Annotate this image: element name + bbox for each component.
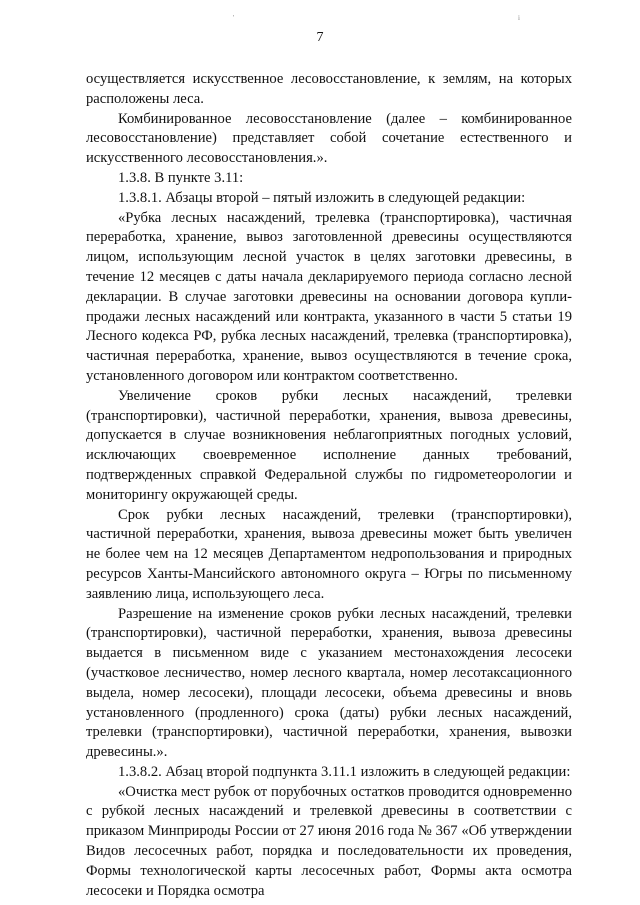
document-body (86, 70, 572, 901)
paragraph-clause-1-3-8-1: 1.3.8.1. Абзацы второй – пятый изложить в следующей редакции: (118, 189, 526, 206)
paragraph-clause-1-3-8-2: 1.3.8.2. Абзац второй подпункта 3.11.1 изложить в следующей редакции: (118, 763, 571, 780)
paragraph-permission: Разрешение на изменение сроков рубки лесных насаждений, трелевки (транспортировки), частичной переработки, хранения, вывоза древесины выдается в письменном виде с указанием местонахождения лесосеки (участковое лесничество, номер лесного квартала, номер лесотаксационного выдела, номер лесосеки), площади лесосеки, объема древесины и вновь установленного (продленного) срока (даты) рубки лесных насаждений, трелевки (транспортировки), частичной переработки, хранения, вывозки древесины.». (86, 605, 572, 761)
scan-mark-right: i (518, 14, 520, 22)
paragraph-term-extension-department: Срок рубки лесных насаждений, трелевки (транспортировки), частичной переработки, хранения, вывоза древесины может быть увеличен не более чем на 12 месяцев Департаментом недропользования и природных ресурсов Ханты-Мансийского автономного округа – Югры по письменному заявлению лица, использующего леса. (86, 506, 572, 602)
paragraph-cleanup: «Очистка мест рубок от порубочных остатков проводится одновременно с рубкой лесных насаждений и трелевкой древесины в соответствии с приказом Минприроды России от 27 июня 2016 года № 367 «Об утверждении Видов лесосечных работ, порядка и последовательности их проведения, Формы технологической карты лесосечных работ, Формы акта осмотра лесосеки и Порядка осмотра (86, 783, 572, 899)
paragraph-combined-reforestation: Комбинированное лесовосстановление (далее – комбинированное лесовосстановление) представляет собой сочетание естественного и искусственного лесовосстановления.». (86, 110, 572, 167)
paragraph-term-extension-weather: Увеличение сроков рубки лесных насаждений, трелевки (транспортировки), частичной переработки, хранения, вывоза древесины, допускается в случае возникновения неблагоприятных погодных условий, исключающих своевременное исполнение данных требований, подтвержденных справкой Федеральной службы по гидрометеорологии и мониторингу окружающей среды. (86, 387, 572, 503)
page-number: 7 (316, 30, 324, 45)
paragraph-continuation: осуществляется искусственное лесовосстановление, к землям, на которых расположены леса. (86, 71, 572, 107)
scan-mark-left: ' (233, 14, 235, 22)
paragraph-felling-terms: «Рубка лесных насаждений, трелевка (транспортировка), частичная переработка, хранение, вывоз заготовленной древесины осуществляются лицом, использующим лесной участок в целях заготовки древесины, в течение 12 месяцев с даты начала декларируемого периода согласно лесной декларации. В случае заготовки древесины на основании договора купли-продажи лесных насаждений или контракта, указанного в части 5 статьи 19 Лесного кодекса РФ, рубка лесных насаждений, трелевка (транспортировка), частичная переработка, хранение, вывоз осуществляются в течение срока, установленного договором или контрактом соответственно. (86, 209, 572, 384)
paragraph-clause-1-3-8: 1.3.8. В пункте 3.11: (118, 169, 244, 186)
